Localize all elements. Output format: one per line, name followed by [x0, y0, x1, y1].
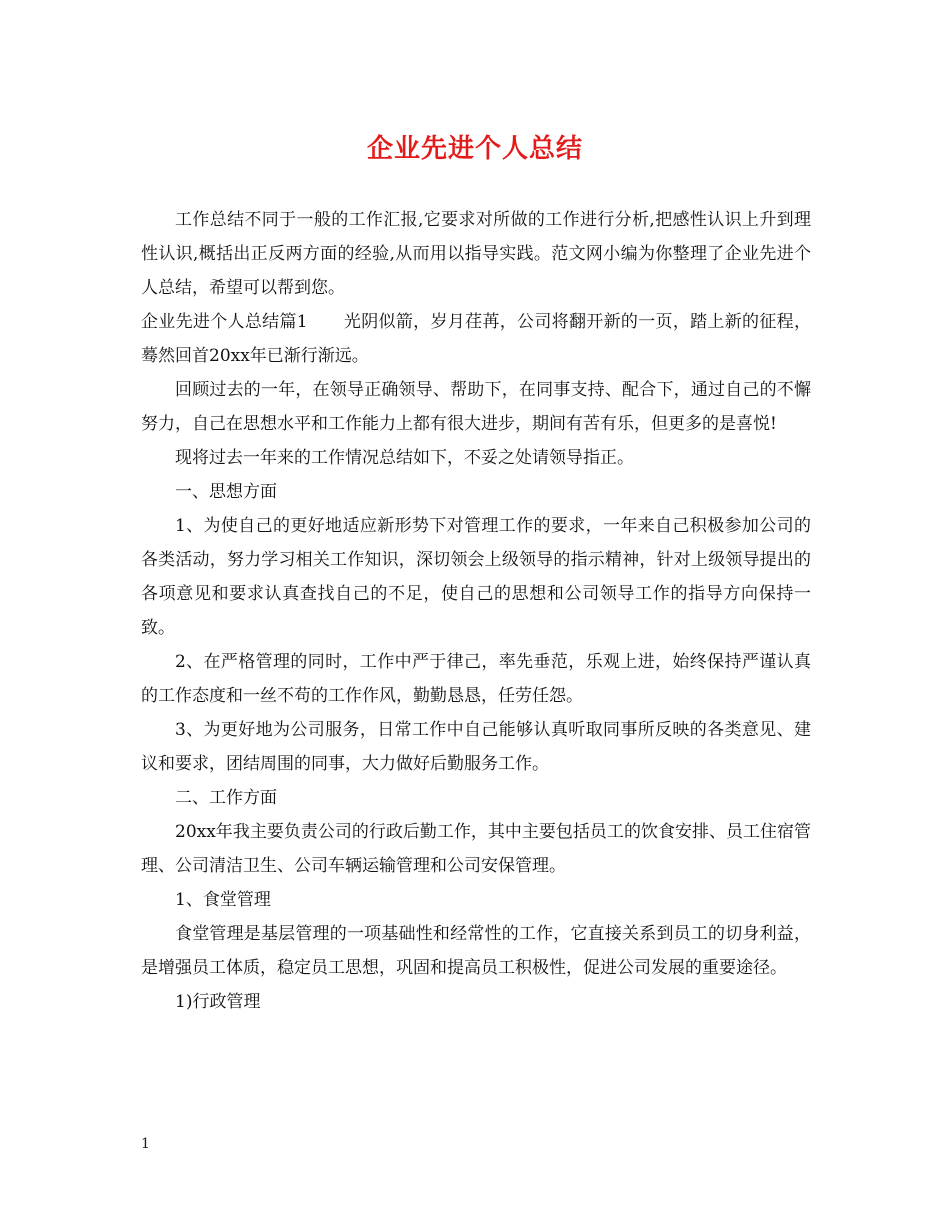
- paragraph-section-one: [141, 305, 811, 373]
- paragraph-thought-1: 1、为使自己的更好地适应新形势下对管理工作的要求，一年来自己积极参加公司的各类活动，努力学习相关工作知识，深切领会上级领导的指示精神，针对上级领导提出的各项意见和要求认真查找自己的不足，使自己的思想和公司领导工作的指导方向保持一致。: [141, 516, 811, 638]
- section-opening-text: 光阴似箭，岁月荏苒，公司将翻开新的一页，踏上新的征程，蓦然回首20xx年已渐行渐远。: [141, 312, 811, 366]
- paragraph-thought-3: 3、为更好地为公司服务，日常工作中自己能够认真听取同事所反映的各类意见、建议和要求，团结周围的同事，大力做好后勤服务工作。: [141, 720, 811, 774]
- document-body: [141, 203, 811, 1019]
- paragraph-work-overview: 20xx年我主要负责公司的行政后勤工作，其中主要包括员工的饮食安排、员工住宿管理、公司清洁卫生、公司车辆运输管理和公司安保管理。: [141, 822, 811, 876]
- heading-admin: 1)行政管理: [175, 992, 261, 1012]
- page-title: 企业先进个人总结: [366, 134, 583, 164]
- page-number: 1: [141, 1136, 150, 1152]
- paragraph-thought-2: 2、在严格管理的同时，工作中严于律己，率先垂范，乐观上进，始终保持严谨认真的工作态度和一丝不苟的工作作风，勤勤恳恳，任劳任怨。: [141, 652, 811, 706]
- paragraph-canteen: 食堂管理是基层管理的一项基础性和经常性的工作，它直接关系到员工的切身利益，是增强员工体质，稳定员工思想，巩固和提高员工积极性，促进公司发展的重要途径。: [141, 924, 811, 978]
- heading-canteen: 1、食堂管理: [175, 890, 271, 910]
- paragraph-intro: 工作总结不同于一般的工作汇报,它要求对所做的工作进行分析,把感性认识上升到理性认识,概括出正反两方面的经验,从而用以指导实践。范文网小编为你整理了企业先进个人总结，希望可以帮到您。: [141, 210, 811, 298]
- heading-thought: 一、思想方面: [175, 482, 277, 502]
- heading-work: 二、工作方面: [175, 788, 277, 808]
- paragraph-summary-intro: 现将过去一年来的工作情况总结如下，不妥之处请领导指正。: [175, 448, 634, 468]
- section-label: 企业先进个人总结篇1: [141, 312, 308, 332]
- paragraph-review: 回顾过去的一年，在领导正确领导、帮助下，在同事支持、配合下，通过自己的不懈努力，自己在思想水平和工作能力上都有很大进步，期间有苦有乐，但更多的是喜悦!: [141, 380, 811, 434]
